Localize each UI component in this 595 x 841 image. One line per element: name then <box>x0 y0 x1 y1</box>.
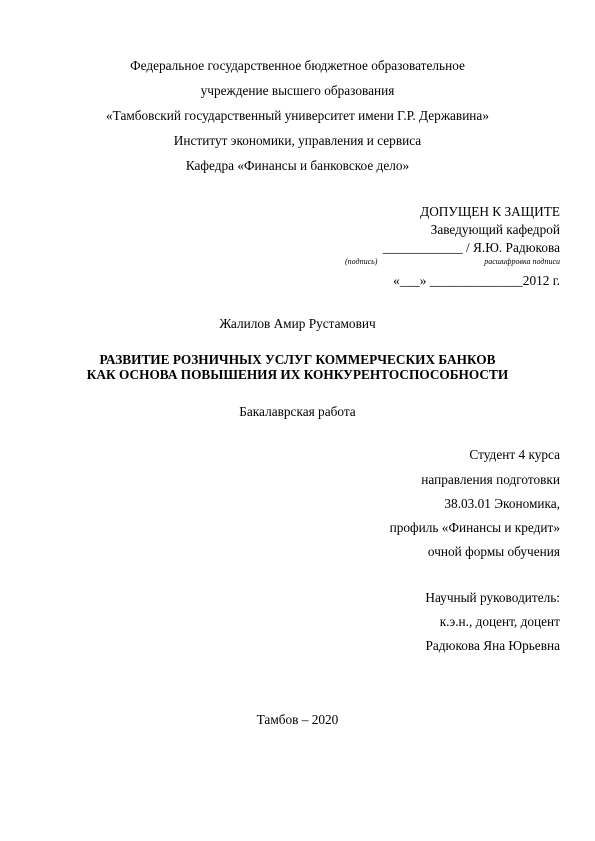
supervisor-label: Научный руководитель: <box>425 590 560 605</box>
student-line-1: Студент 4 курса <box>469 447 560 462</box>
work-type: Бакалаврская работа <box>239 404 356 419</box>
header-line-4: Институт экономики, управления и сервиса <box>173 133 422 148</box>
caption-decoding: расшифровка подписи <box>484 257 560 266</box>
caption-signature: (подпись) <box>345 257 378 266</box>
header-line-5: Кафедра «Финансы и банковское дело» <box>185 158 410 173</box>
thesis-title-line-2: КАК ОСНОВА ПОВЫШЕНИЯ ИХ КОНКУРЕНТОСПОСОБНОСТИ <box>86 367 509 382</box>
city-year: Тамбов – 2020 <box>256 712 339 727</box>
approval-signature-line: ____________ / Я.Ю. Радюкова <box>382 240 560 255</box>
thesis-title-line-1: РАЗВИТИЕ РОЗНИЧНЫХ УСЛУГ КОММЕРЧЕСКИХ БАНКОВ <box>99 352 496 367</box>
student-line-3: 38.03.01 Экономика, <box>444 496 560 511</box>
approval-position: Заведующий кафедрой <box>430 222 560 237</box>
header-line-3: «Тамбовский государственный университет имени Г.Р. Державина» <box>106 108 489 123</box>
approval-title: ДОПУЩЕН К ЗАЩИТЕ <box>420 204 560 219</box>
student-line-2: направления подготовки <box>421 472 560 487</box>
student-line-4: профиль «Финансы и кредит» <box>389 520 560 535</box>
header-line-2: учреждение высшего образования <box>200 83 395 98</box>
author-name: Жалилов Амир Рустамович <box>219 316 376 331</box>
student-line-5: очной формы обучения <box>427 544 560 559</box>
supervisor-degree: к.э.н., доцент, доцент <box>439 614 560 629</box>
header-line-1: Федеральное государственное бюджетное образовательное <box>130 58 465 73</box>
approval-date-line: «___» ______________2012 г. <box>393 273 560 288</box>
supervisor-name: Радюкова Яна Юрьевна <box>425 638 560 653</box>
